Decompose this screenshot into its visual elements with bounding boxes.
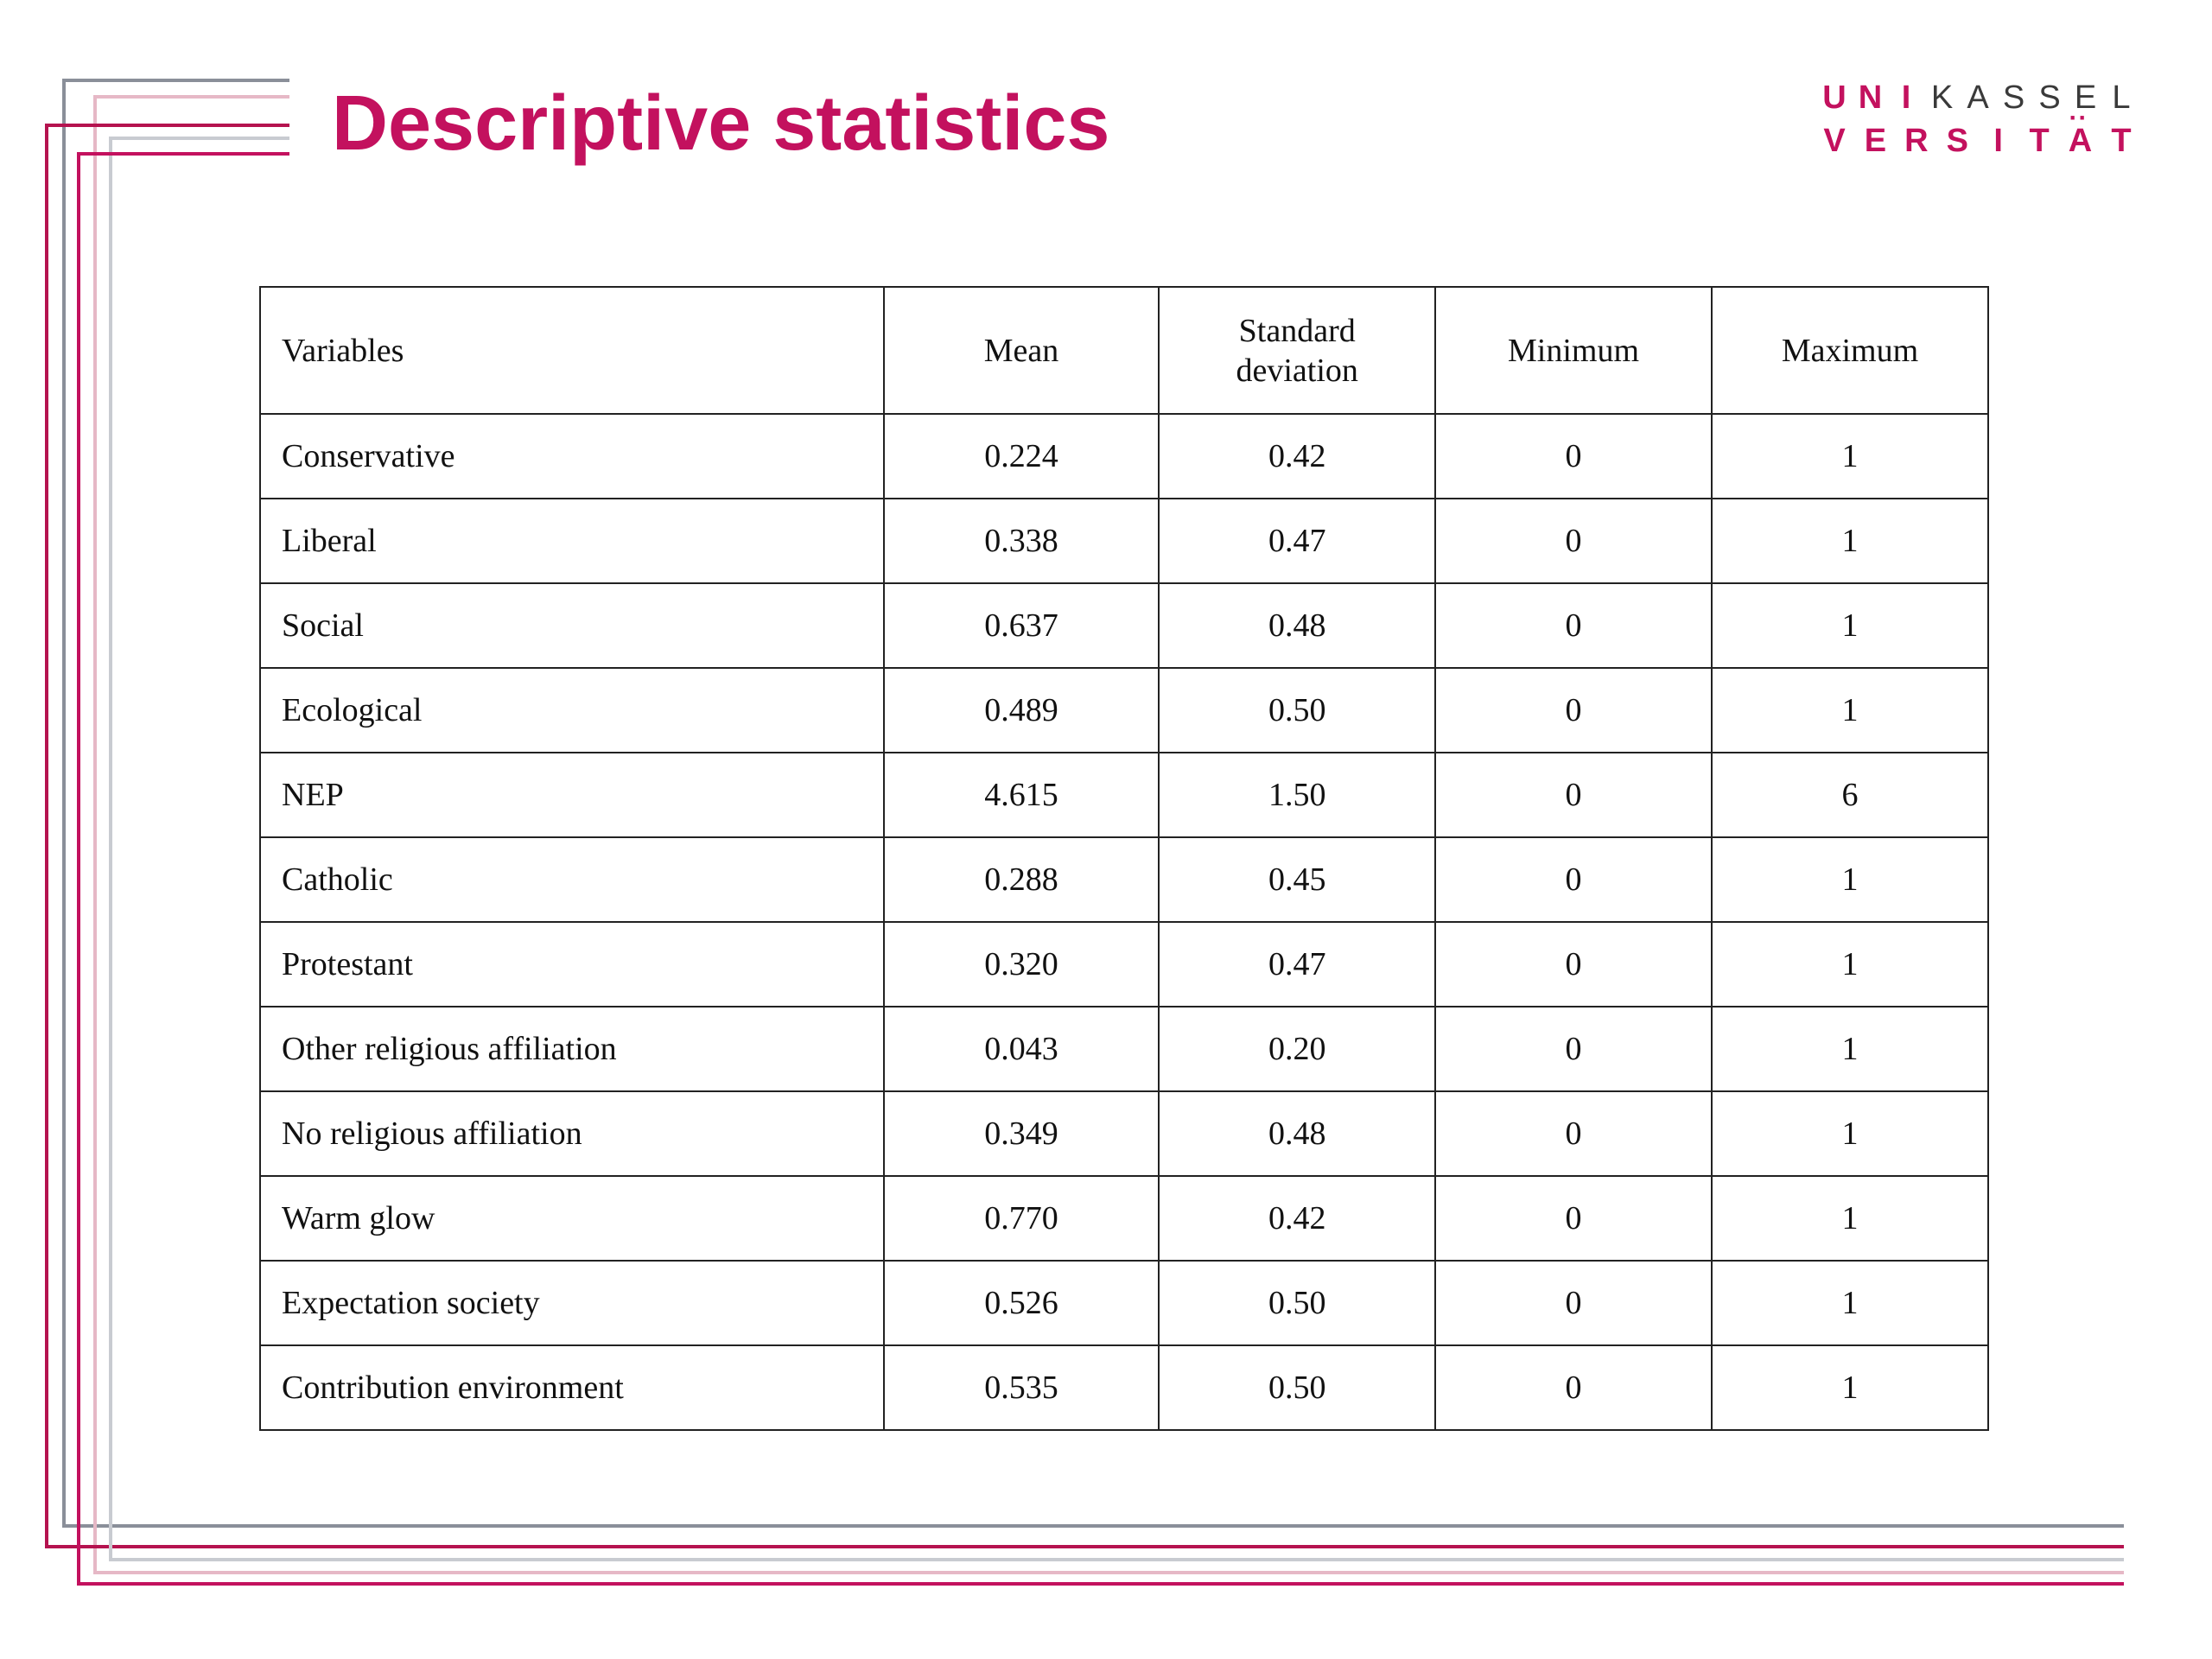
cell-mean: 0.770 [884, 1176, 1160, 1261]
logo-row-2 [1821, 119, 2134, 162]
cell-sd: 0.48 [1159, 1091, 1435, 1176]
cell-variable: Expectation society [260, 1261, 884, 1345]
slide-title: Descriptive statistics [332, 80, 1110, 167]
table-row [260, 1007, 1988, 1091]
logo-letter: S [1946, 123, 1968, 159]
cell-mean: 0.320 [884, 922, 1160, 1007]
cell-max: 1 [1712, 414, 1988, 499]
university-logo [1821, 76, 2134, 162]
cell-min: 0 [1435, 499, 1712, 583]
cell-mean: 0.338 [884, 499, 1160, 583]
cell-variable: Social [260, 583, 884, 668]
logo-letter: A [1967, 79, 1989, 116]
cell-min: 0 [1435, 753, 1712, 837]
cell-max: 1 [1712, 837, 1988, 922]
cell-variable: No religious affiliation [260, 1091, 884, 1176]
cell-max: 6 [1712, 753, 1988, 837]
cell-sd: 0.42 [1159, 414, 1435, 499]
header-variables: Variables [260, 287, 884, 414]
cell-min: 0 [1435, 1345, 1712, 1430]
cell-max: 1 [1712, 583, 1988, 668]
table-body [260, 414, 1988, 1430]
cell-min: 0 [1435, 1261, 1712, 1345]
logo-letter: U [1822, 79, 1847, 116]
logo-letter: S [2002, 79, 2025, 116]
logo-letter: N [1858, 79, 1883, 116]
cell-variable: Contribution environment [260, 1345, 884, 1430]
cell-max: 1 [1712, 1345, 1988, 1430]
cell-sd: 0.47 [1159, 922, 1435, 1007]
cell-max: 1 [1712, 499, 1988, 583]
table-row [260, 668, 1988, 753]
table-header [260, 287, 1988, 414]
cell-variable: Protestant [260, 922, 884, 1007]
cell-sd: 0.50 [1159, 1345, 1435, 1430]
table-row [260, 1261, 1988, 1345]
cell-min: 0 [1435, 583, 1712, 668]
logo-letter: E [1864, 123, 1887, 159]
cell-min: 0 [1435, 1091, 1712, 1176]
cell-mean: 0.526 [884, 1261, 1160, 1345]
cell-min: 0 [1435, 922, 1712, 1007]
cell-variable: Liberal [260, 499, 884, 583]
cell-min: 0 [1435, 1007, 1712, 1091]
cell-mean: 0.043 [884, 1007, 1160, 1091]
cell-mean: 0.349 [884, 1091, 1160, 1176]
header-sd-line2: deviation [1236, 352, 1358, 389]
cell-max: 1 [1712, 922, 1988, 1007]
table-row [260, 414, 1988, 499]
cell-variable: Warm glow [260, 1176, 884, 1261]
header-maximum: Maximum [1712, 287, 1988, 414]
cell-max: 1 [1712, 1007, 1988, 1091]
cell-min: 0 [1435, 837, 1712, 922]
logo-letter: S [2038, 79, 2061, 116]
table-row [260, 1176, 1988, 1261]
cell-sd: 0.47 [1159, 499, 1435, 583]
cell-min: 0 [1435, 414, 1712, 499]
cell-max: 1 [1712, 1176, 1988, 1261]
table-row [260, 1091, 1988, 1176]
cell-variable: Conservative [260, 414, 884, 499]
cell-sd: 1.50 [1159, 753, 1435, 837]
table-row [260, 922, 1988, 1007]
cell-mean: 0.224 [884, 414, 1160, 499]
cell-sd: 0.42 [1159, 1176, 1435, 1261]
logo-letter: I [1901, 79, 1911, 116]
cell-sd: 0.20 [1159, 1007, 1435, 1091]
header-sd-line1: Standard [1238, 312, 1356, 349]
cell-mean: 0.489 [884, 668, 1160, 753]
table-row [260, 837, 1988, 922]
logo-letter: ·· A [2068, 119, 2094, 162]
cell-sd: 0.45 [1159, 837, 1435, 922]
cell-variable: Catholic [260, 837, 884, 922]
cell-sd: 0.48 [1159, 583, 1435, 668]
cell-min: 0 [1435, 1176, 1712, 1261]
logo-letter: E [2074, 79, 2097, 116]
cell-sd: 0.50 [1159, 668, 1435, 753]
logo-letter: T [2029, 123, 2050, 159]
cell-max: 1 [1712, 1091, 1988, 1176]
logo-letter: V [1823, 123, 1846, 159]
header-standard-deviation [1159, 287, 1435, 414]
logo-letter: K [1930, 79, 1954, 116]
cell-sd: 0.50 [1159, 1261, 1435, 1345]
cell-mean: 0.288 [884, 837, 1160, 922]
logo-letter: L [2112, 79, 2131, 116]
cell-mean: 0.637 [884, 583, 1160, 668]
cell-variable: NEP [260, 753, 884, 837]
header-mean: Mean [884, 287, 1160, 414]
table-row [260, 499, 1988, 583]
logo-letter: I [1993, 123, 2003, 159]
cell-max: 1 [1712, 1261, 1988, 1345]
cell-variable: Other religious affiliation [260, 1007, 884, 1091]
descriptive-statistics-table [259, 286, 1989, 1431]
cell-variable: Ecological [260, 668, 884, 753]
table-row [260, 1345, 1988, 1430]
table-row [260, 753, 1988, 837]
cell-mean: 0.535 [884, 1345, 1160, 1430]
cell-max: 1 [1712, 668, 1988, 753]
table-header-row [260, 287, 1988, 414]
cell-min: 0 [1435, 668, 1712, 753]
cell-mean: 4.615 [884, 753, 1160, 837]
table-row [260, 583, 1988, 668]
logo-letter: T [2111, 123, 2132, 159]
header-minimum: Minimum [1435, 287, 1712, 414]
logo-letter: R [1904, 123, 1929, 159]
